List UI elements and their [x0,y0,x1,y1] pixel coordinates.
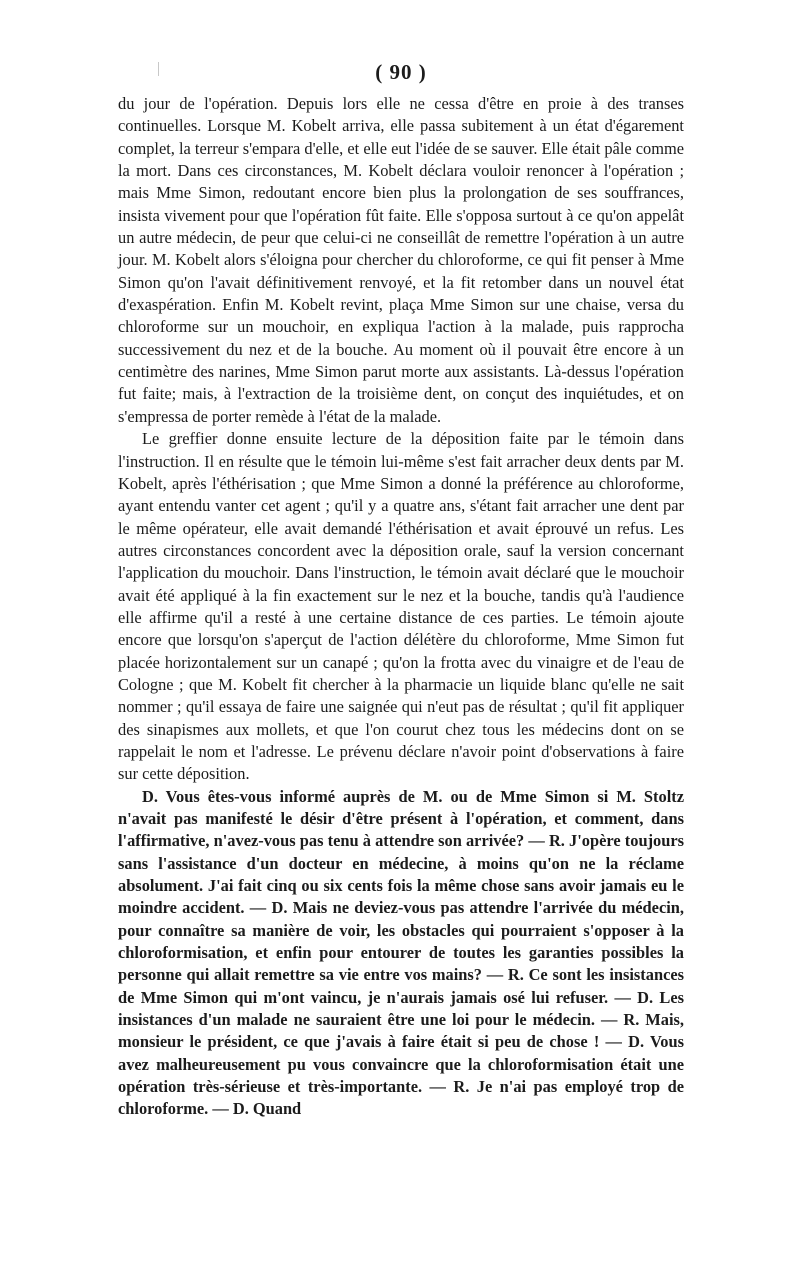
page-number: ( 90 ) [375,60,427,84]
document-page [118,60,684,1121]
paragraph-3: D. Vous êtes-vous informé auprès de M. ou de Mme Simon si M. Stoltz n'avait pas manifesté le désir d'être présent à l'opération, et comment, dans l'affirmative, n'avez-vous pas tenu à attendre son arrivée? — R. J'opère toujours sans l'assistance d'un docteur en médecine, à moins qu'on ne la réclame absolument. J'ai fait cinq ou six cents fois la même chose sans avoir jamais eu le moindre accident. — D. Mais ne deviez-vous pas attendre l'arrivée du médecin, pour connaître sa manière de voir, les obstacles qui pourraient s'opposer à la chloroformisation, et enfin pour entourer de toutes les garanties possibles la personne qui allait remettre sa vie entre vos mains? — R. Ce sont les insistances de Mme Simon qui m'ont vaincu, je n'aurais jamais osé lui refuser. — D. Les insistances d'un malade ne sauraient être une loi pour le médecin. — R. Mais, monsieur le président, ce que j'avais à faire était si peu de chose ! — D. Vous avez malheureusement pu vous convaincre que la chloroformisation était une opération très-sérieuse et très-importante. — R. Je n'ai pas employé trop de chloroforme. — D. Quand [118,786,684,1119]
paragraph-2: Le greffier donne ensuite lecture de la déposition faite par le témoin dans l'instruction. Il en résulte que le témoin lui-même s'est fait arracher deux dents par M. Kobelt, après l'éthérisation ; que Mme Simon a donné la préférence au chloroforme, ayant entendu vanter cet agent ; qu'il y a quatre ans, s'étant fait arracher une dent par le même opérateur, elle avait demandé l'éthérisation et avait éprouvé un refus. Les autres circonstances concordent avec la déposition orale, sauf la version concernant l'application du mouchoir. Dans l'instruction, le témoin avait déclaré que le mouchoir avait été appliqué à la fin exactement sur le nez et la bouche, tandis qu'à l'audience elle affirme qu'il a resté à une certaine distance de ces parties. Le témoin ajoute encore que lorsqu'on s'aperçut de l'action délétère du chloroforme, Mme Simon fut placée horizontalement sur un canapé ; qu'on la frotta avec du vinaigre et de l'eau de Cologne ; que M. Kobelt fit chercher à la pharmacie un liquide blanc qu'elle ne sait nommer ; qu'il essaya de faire une saignée qui n'eut pas de résultat ; qu'il fit appliquer des sinapismes aux mollets, et que l'on courut chez tous les médecins dont on se rappelait le nom et l'adresse. Le prévenu déclare n'avoir point d'observations à faire sur cette déposition. [118,429,684,784]
paragraph-1: du jour de l'opération. Depuis lors elle ne cessa d'être en proie à des transes continuelles. Lorsque M. Kobelt arriva, elle passa subitement à un état d'égarement complet, la terreur s'empara d'elle, et elle eut l'idée de se sauver. Elle était pâle comme la mort. Dans ces circonstances, M. Kobelt déclara vouloir renoncer à l'opération ; mais Mme Simon, redoutant encore bien plus la prolongation de ses souffrances, insista vivement pour que l'opération fût faite. Elle s'opposa surtout à ce qu'on appelât un autre médecin, de peur que celui-ci ne conseillât de remettre l'opération à un autre jour. M. Kobelt alors s'éloigna pour chercher du chloroforme, ce qui fit penser à Mme Simon qu'on l'avait définitivement renvoyé, et la fit retomber dans un nouvel état d'exaspération. Enfin M. Kobelt revint, plaça Mme Simon sur une chaise, versa du chloroforme sur un mouchoir, en expliqua l'action à la malade, puis rapprocha successivement du nez et de la bouche. Au moment où il pouvait être encore à un centimètre des narines, Mme Simon parut morte aux assistants. Là-dessus l'opération fut faite; mais, à l'extraction de la troisième dent, on conçut des inquiétudes, et on s'empressa de porter remède à l'état de la malade. [118,94,684,426]
